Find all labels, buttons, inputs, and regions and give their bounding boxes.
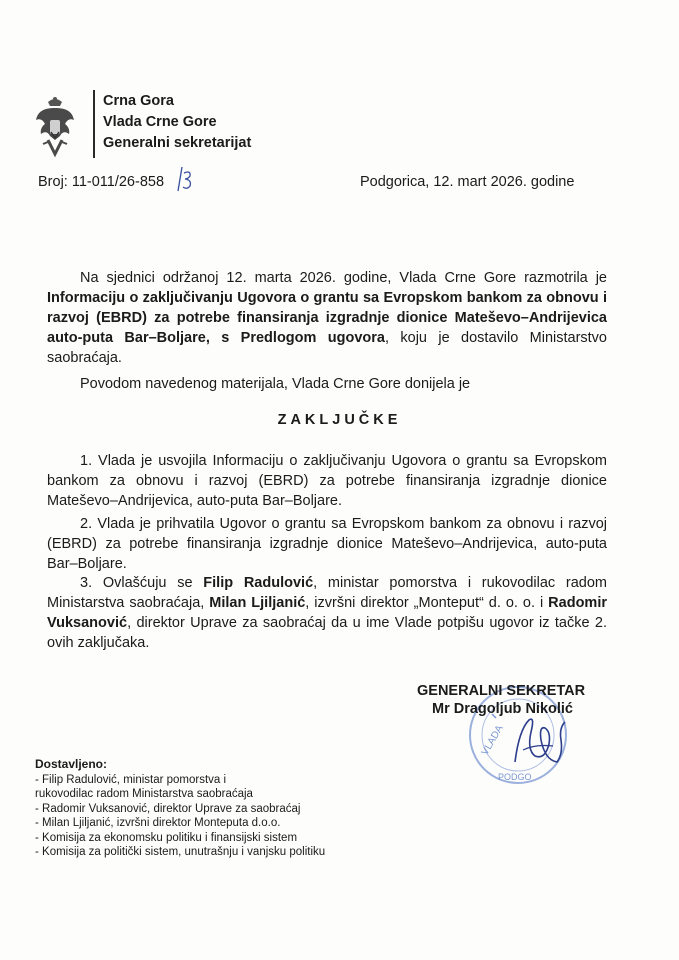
signatory-name: Mr Dragoljub Nikolić [432, 701, 573, 717]
conclusion-3-name-2: Milan Ljiljanić [209, 595, 306, 611]
intro-text-1: Na sjednici održanoj 12. marta 2026. godine, Vlada Crne Gore razmotrila je [80, 270, 607, 286]
intro-subject: Informaciju o zaključivanju Ugovora o grantu sa Evropskom bankom za obnovu i razvoj (EBRD) za potrebe finansiranja izgradnje dionice Mateševo–Andrijevica auto-puta Bar–Boljare, s Predlogom ugovora [47, 290, 607, 346]
signatory-title: GENERALNI SEKRETAR [417, 683, 586, 699]
distribution-item: - Komisija za politički sistem, unutrašnju i vanjsku politiku [35, 846, 326, 858]
conclusion-3-text-a: 3. Ovlašćuju se [80, 575, 204, 591]
intro-paragraph [47, 268, 607, 368]
conclusion-3-text-c: , izvršni direktor „Monteput“ d. o. o. i [305, 595, 549, 611]
letterhead-secretariat: Generalni sekretarijat [103, 135, 252, 151]
distribution-item: - Milan Ljiljanić, izvršni direktor Monteputa d.o.o. [35, 817, 281, 829]
letterhead [103, 91, 251, 154]
conclusion-1: 1. Vlada je usvojila Informaciju o zaključivanju Ugovora o grantu sa Evropskom bankom za obnovu i razvoj (EBRD) za potrebe finansiranja izgradnje dionice Mateševo–Andrijevica, auto-puta Bar–Boljare. [47, 453, 607, 509]
handwritten-suffix [176, 165, 194, 193]
stamp-text-top: VLADA [479, 723, 506, 758]
conclusion-2: 2. Vlada je prihvatila Ugovor o grantu sa Evropskom bankom za obnovu i razvoj (EBRD) za potrebe finansiranja izgradnje dionice Mateševo–Andrijevica, auto-puta Bar–Boljare. [47, 516, 607, 572]
conclusions-title: ZAKLJUČKE [277, 412, 402, 428]
distribution-item: rukovodilac radom Ministarstva saobraćaja [35, 788, 253, 800]
distribution-list [35, 757, 325, 860]
distribution-item: - Radomir Vuksanović, direktor Uprave za saobraćaj [35, 802, 301, 815]
stamp-text-bottom: PODGO [498, 772, 532, 782]
coat-of-arms-icon [34, 96, 76, 158]
handwritten-signature [505, 710, 575, 774]
distribution-item: - Filip Radulović, ministar pomorstva i [35, 773, 227, 786]
place-and-date: Podgorica, 12. mart 2026. godine [360, 174, 575, 190]
conclusion-3-name-3: Radomir Vuksanović [47, 595, 607, 631]
letterhead-country: Crna Gora [103, 93, 174, 109]
povodom-paragraph: Povodom navedenog materijala, Vlada Crne Gore donijela je [80, 376, 471, 392]
conclusion-3-name-1: Filip Radulović [203, 575, 314, 591]
conclusion-3 [47, 573, 607, 653]
letterhead-government: Vlada Crne Gore [103, 114, 217, 130]
distribution-title: Dostavljeno: [35, 757, 108, 771]
reference-number: Broj: 11-011/26-858 [38, 174, 165, 190]
conclusion-3-text-d: , direktor Uprave za saobraćaj da u ime Vlade potpišu ugovor iz tačke 2. ovih zaključaka. [47, 615, 607, 651]
header-divider [93, 90, 95, 158]
distribution-item: - Komisija za ekonomsku politiku i finansijski sistem [35, 831, 298, 844]
conclusion-3-text-b: , ministar pomorstva i rukovodilac radom Ministarstva saobraćaja, [47, 575, 607, 611]
intro-text-2: , koju je dostavilo Ministarstvo saobraćaja. [47, 330, 607, 366]
